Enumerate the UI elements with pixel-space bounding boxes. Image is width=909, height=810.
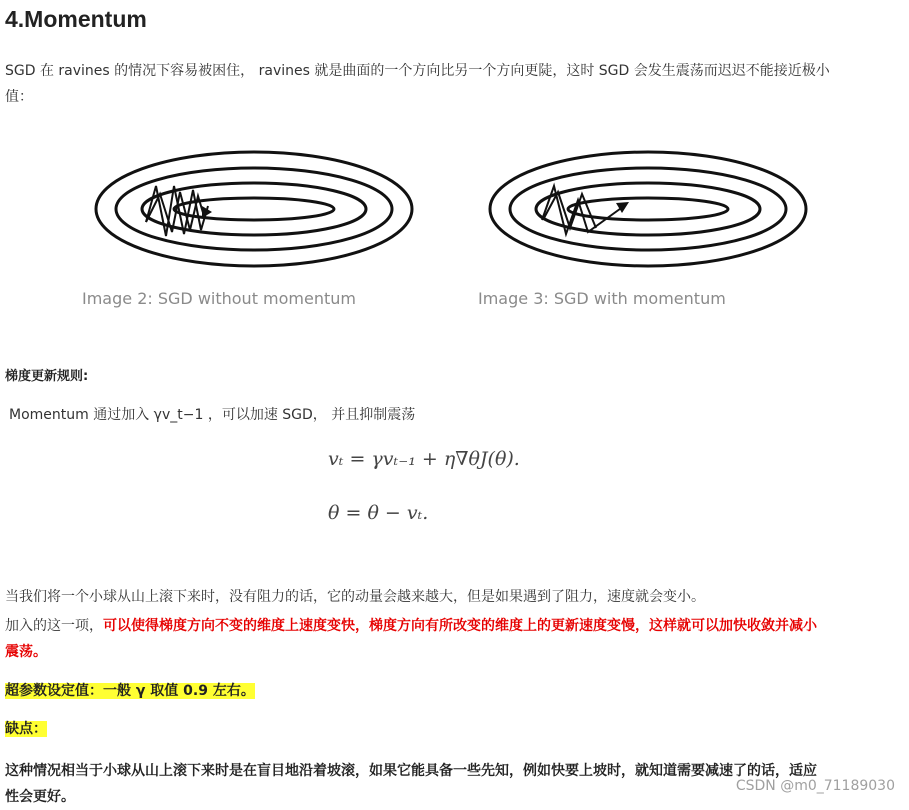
drawback-label [5,716,47,742]
added-term-emphasis: 可以使得梯度方向不变的维度上速度变快，梯度方向有所改变的维度上的更新速度变慢，这样就可以加快收敛并减小 [103,618,817,634]
added-term-paragraph [5,613,905,665]
added-term-prefix: 加入的这一项， [5,618,103,634]
drawback-line-1: 这种情况相当于小球从山上滚下来时是在盲目地沿着坡滚，如果它能具备一些先知，例如快要上坡时，就知道需要减速了的话，适应 [5,763,817,779]
added-term-emphasis-end: 震荡。 [5,644,47,660]
analogy-paragraph: 当我们将一个小球从山上滚下来时，没有阻力的话，它的动量会越来越大，但是如果遇到了阻力，速度就会变小。 [5,589,705,605]
right-figure-caption: Image 3: SGD with momentum [478,289,726,308]
momentum-figures [80,150,820,290]
theta-update-formula: θ = θ − vₜ. [328,502,429,524]
rule-heading: 梯度更新规则: [5,369,89,384]
csdn-watermark: CSDN @m0_71189030 [735,778,895,794]
hyperparameter-highlight: 超参数设定值：一般 γ 取值 0.9 左右。 [5,683,255,699]
intro-line-1: SGD 在 ravines 的情况下容易被困住， ravines 就是曲面的一个方向比另一个方向更陡，这时 SGD 会发生震荡而迟迟不能接近极小 [5,63,830,79]
intro-line-2: 值： [5,89,33,105]
left-figure-caption: Image 2: SGD without momentum [82,289,356,308]
intro-paragraph [5,58,905,110]
hyperparameter-note [5,678,255,704]
drawback-highlight: 缺点： [5,721,47,737]
section-heading: 4.Momentum [5,6,147,32]
figure-sgd-with-momentum [490,152,806,266]
figure-sgd-without-momentum [96,152,412,266]
velocity-formula: vₜ = γvₜ₋₁ + η∇θJ(θ). [328,448,520,470]
drawback-line-2: 性会更好。 [5,789,75,805]
rule-text: Momentum 通过加入 γv_t−1 ，可以加速 SGD， 并且抑制震荡 [9,407,416,423]
